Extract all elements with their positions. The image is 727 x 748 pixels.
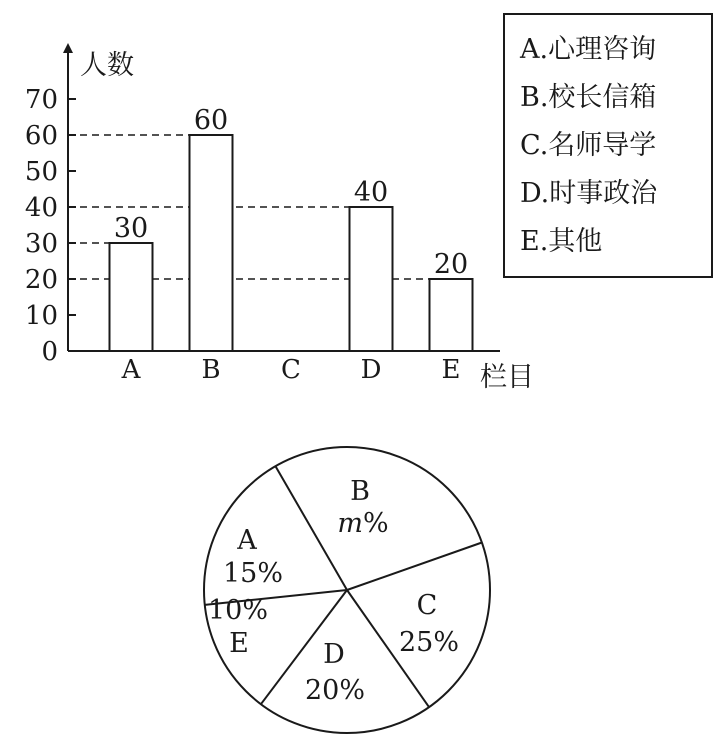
x-axis-label: 栏目 (480, 362, 534, 393)
y-tick-label: 30 (24, 229, 58, 259)
pie-chart (204, 447, 490, 733)
bars (110, 135, 473, 351)
slice-value-D: 20% (304, 675, 366, 706)
y-axis-label: 人数 (80, 50, 134, 81)
y-tick-label: 0 (41, 337, 58, 367)
legend-item-B: B.校长信箱 (520, 82, 657, 113)
y-tick-label: 10 (24, 301, 58, 331)
legend-item-D: D.时事政治 (520, 178, 658, 209)
x-tick-label-B: B (201, 355, 221, 385)
x-tick-label-E: E (441, 355, 461, 385)
legend (504, 14, 712, 277)
bar-D (350, 207, 393, 351)
bar-B (190, 135, 233, 351)
value-label-A: 30 (113, 213, 149, 244)
slice-value-E: 10% (207, 595, 269, 626)
value-labels (114, 105, 468, 280)
slice-label-D: D (323, 639, 345, 670)
x-tick-label-A: A (121, 355, 141, 385)
value-label-E: 20 (433, 249, 469, 280)
x-tick-label-D: D (360, 355, 382, 385)
slice-label-C: C (416, 590, 438, 621)
bar-E (430, 279, 473, 351)
slice-label-B: B (350, 476, 370, 507)
x-tick-label-C: C (281, 355, 301, 385)
bar-A (110, 243, 153, 351)
slice-value-A: 15% (222, 558, 284, 589)
y-tick-label: 40 (24, 193, 58, 223)
bar-chart (25, 48, 534, 393)
legend-item-A: A.心理咨询 (520, 34, 657, 65)
value-label-D: 40 (353, 177, 389, 208)
y-tick-label: 20 (24, 265, 58, 295)
legend-item-C: C.名师导学 (520, 130, 657, 161)
slice-value-B: m% (337, 508, 389, 539)
x-tick-labels (121, 355, 461, 385)
y-tick-label: 60 (24, 121, 58, 151)
slice-label-E: E (229, 628, 249, 659)
y-tick-label: 50 (24, 157, 58, 187)
y-tick-label: 70 (24, 85, 58, 115)
value-label-B: 60 (193, 105, 229, 136)
slice-label-A: A (237, 525, 257, 556)
legend-item-E: E.其他 (520, 226, 603, 257)
slice-value-C: 25% (398, 627, 460, 658)
